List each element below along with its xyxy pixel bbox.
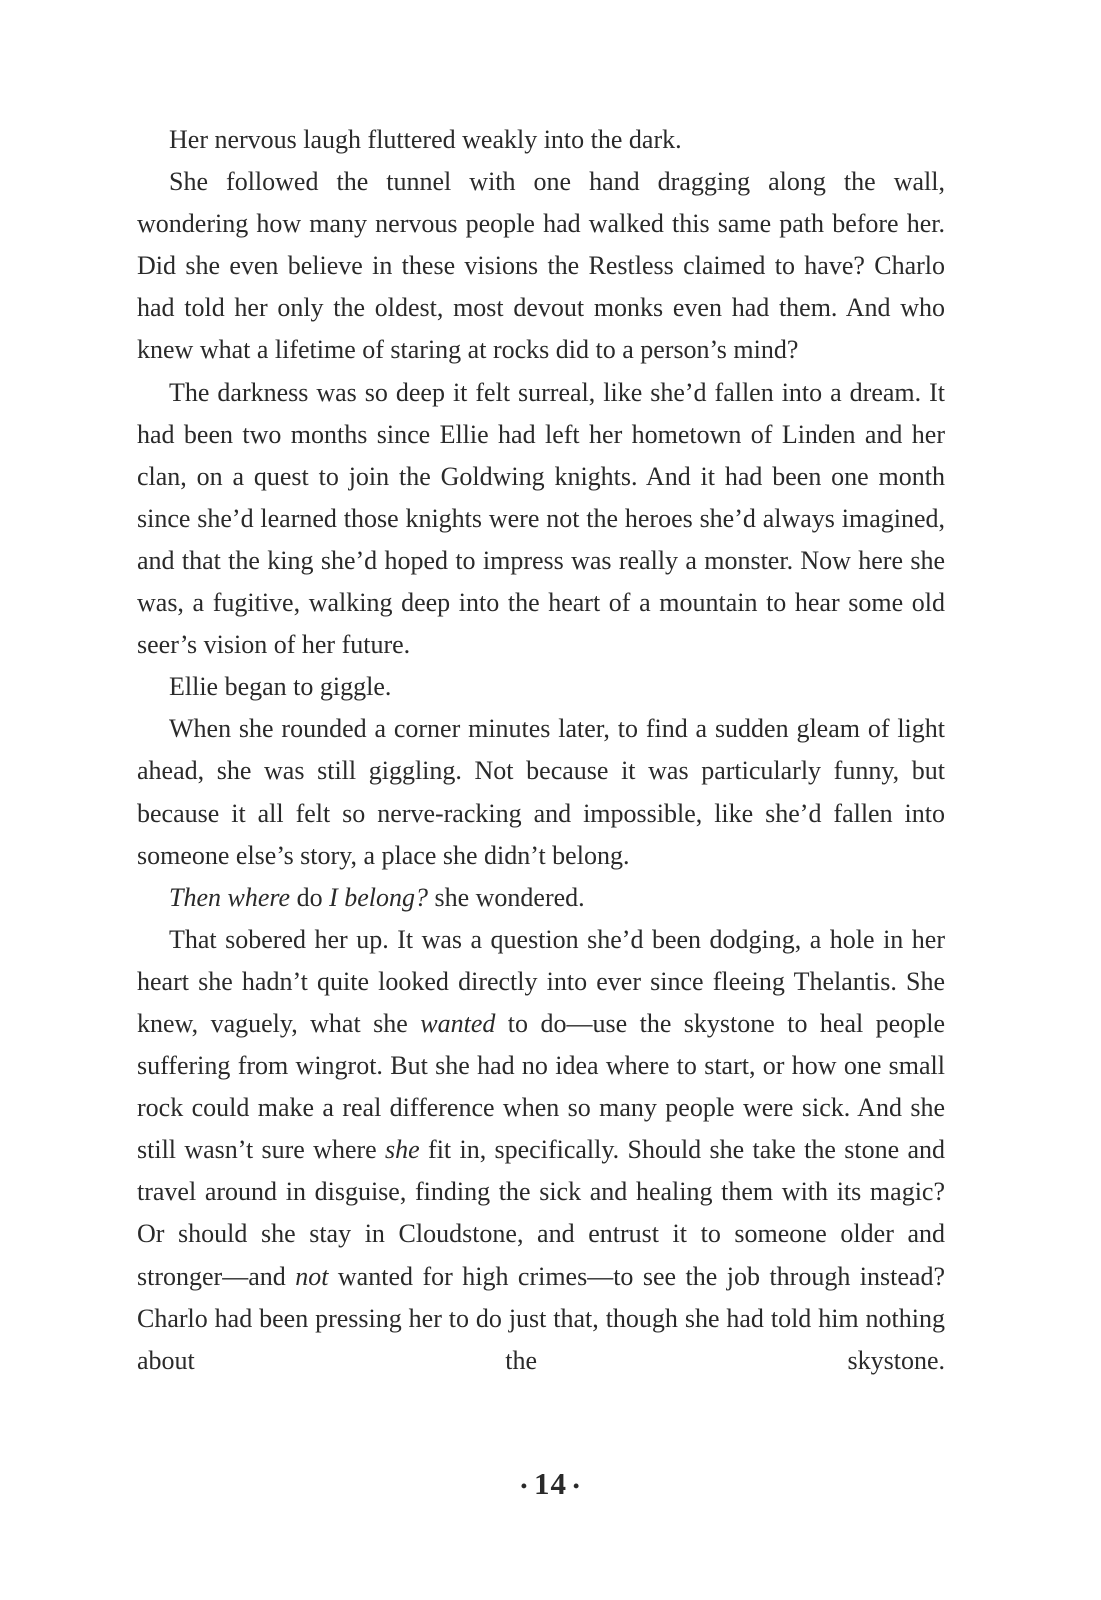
text-run: wanted for high crimes—to see the job through instead? Charlo had been pressing her to do just that, though she had told him nothing about the skystone. — [137, 1261, 945, 1375]
italic-text-run: she — [385, 1135, 420, 1165]
paragraph — [137, 372, 945, 667]
page-number: 14 — [534, 1466, 567, 1501]
italic-text-run: wanted — [420, 1008, 496, 1038]
text-run: Her nervous laugh fluttered weakly into the dark. — [169, 125, 682, 154]
body-text — [137, 119, 945, 1382]
text-run: That sobered her up. It was a question she’d been dodging, a hole in her heart she hadn’t quite looked directly into ever since fleeing Thelantis. She knew, vaguely, what she — [137, 924, 945, 1038]
text-run: do — [290, 882, 330, 912]
paragraph — [137, 666, 945, 708]
paragraph — [137, 161, 945, 371]
paragraph — [137, 708, 945, 876]
paragraph — [137, 877, 945, 919]
text-run: fit in, specifically. Should she take the stone and travel around in disguise, finding the sick and healing them with its magic? Or should she stay in Cloudstone, and entrust it to someone older and stronger—and — [137, 1135, 945, 1291]
italic-text-run: I belong? — [329, 882, 428, 912]
text-run: The darkness was so deep it felt surreal, like she’d fallen into a dream. It had been two months since Ellie had left her hometown of Linden and her clan, on a quest to join the Goldwing knights. And it had been one month since she’d learned those knights were not the heroes she’d always imagined, and that the king she’d hoped to impress was really a monster. Now here she was, a fugitive, walking deep into the heart of a mountain to hear some old seer’s vision of her future. — [137, 377, 945, 660]
folio-dot-right: • — [573, 1476, 581, 1497]
paragraph — [137, 919, 945, 1382]
folio-dot-left: • — [520, 1476, 528, 1497]
text-run: she wondered. — [428, 882, 585, 912]
page-folio — [0, 1466, 1101, 1502]
text-run: to do—use the skystone to heal people suffering from wingrot. But she had no idea where to start, or how one small rock could make a real difference when so many people were sick. And she still wasn’t sure where — [137, 1008, 945, 1165]
text-run: When she rounded a corner minutes later, to find a sudden gleam of light ahead, she was still giggling. Not because it was particularly funny, but because it all felt so nerve-racking and impossible, like she’d fallen into someone else’s story, a place she didn’t belong. — [137, 714, 945, 870]
text-run: She followed the tunnel with one hand dragging along the wall, wondering how many nervous people had walked this same path before her. Did she even believe in these visions the Restless claimed to have? Charlo had told her only the oldest, most devout monks even had them. And who knew what a lifetime of staring at rocks did to a person’s mind? — [137, 167, 945, 365]
italic-text-run: not — [295, 1261, 329, 1291]
italic-text-run: Then where — [169, 882, 291, 912]
text-run: Ellie began to giggle. — [169, 672, 392, 702]
paragraph — [137, 119, 945, 161]
